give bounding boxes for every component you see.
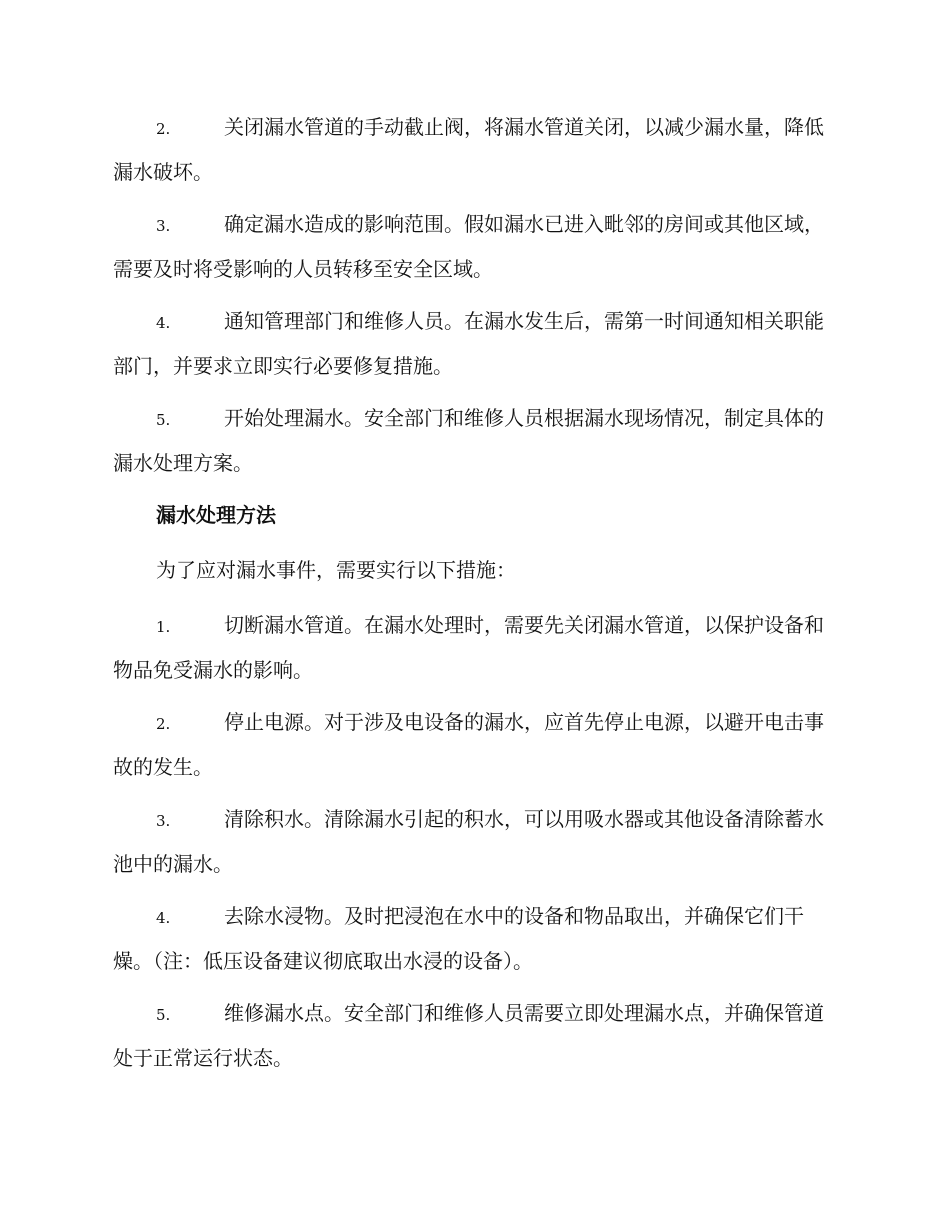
intro-paragraph: 为了应对漏水事件，需要实行以下措施： [156,558,516,582]
list-item [113,300,833,388]
list-item [113,895,833,983]
list-number: 4. [156,314,171,332]
list-item [113,701,833,789]
list-text: 通知管理部门和维修人员。在漏水发生后，需第一时间通知相关职能部门，并要求立即实行必要修复措施。 [113,309,824,378]
list-text: 清除积水。清除漏水引起的积水，可以用吸水器或其他设备清除蓄水池中的漏水。 [113,807,824,876]
section-heading: 漏水处理方法 [156,503,276,527]
list-text: 切断漏水管道。在漏水处理时，需要先关闭漏水管道，以保护设备和物品免受漏水的影响。 [113,613,824,682]
list-number: 5. [156,411,171,429]
list-number: 2. [156,715,171,733]
list-item [113,106,833,194]
list-number: 3. [156,812,171,830]
list-text: 去除水浸物。及时把浸泡在水中的设备和物品取出，并确保它们干燥。（注：低压设备建议彻底取出水浸的设备）。 [113,904,804,973]
list-text: 停止电源。对于涉及电设备的漏水，应首先停止电源，以避开电击事故的发生。 [113,710,824,779]
list-number: 2. [156,120,171,138]
list-item [113,397,833,485]
list-item [113,992,833,1080]
list-text: 维修漏水点。安全部门和维修人员需要立即处理漏水点，并确保管道处于正常运行状态。 [113,1001,824,1070]
list-text: 开始处理漏水。安全部门和维修人员根据漏水现场情况，制定具体的漏水处理方案。 [113,406,824,475]
list-item [113,798,833,886]
list-item [113,604,833,692]
list-number: 5. [156,1006,171,1024]
list-item [113,203,833,291]
list-text: 确定漏水造成的影响范围。假如漏水已进入毗邻的房间或其他区域，需要及时将受影响的人员转移至安全区域。 [113,212,824,281]
list-text: 关闭漏水管道的手动截止阀，将漏水管道关闭，以减少漏水量，降低漏水破坏。 [113,115,824,184]
list-number: 3. [156,217,171,235]
list-number: 4. [156,909,171,927]
list-number: 1. [156,618,171,636]
